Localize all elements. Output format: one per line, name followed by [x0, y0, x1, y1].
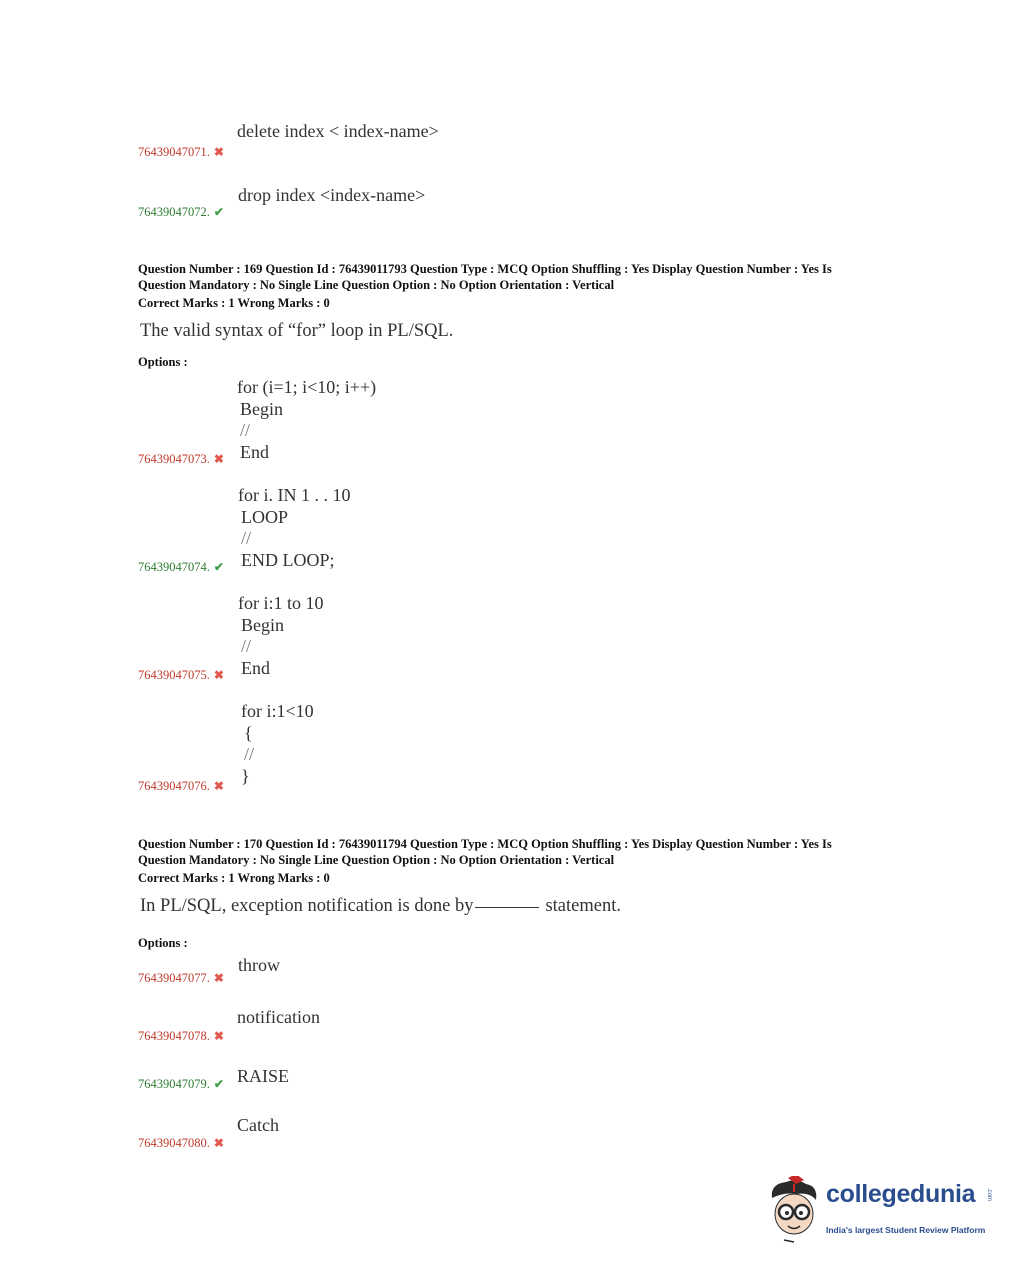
option-text-76439047072: [238, 185, 425, 207]
option-line: //: [240, 420, 251, 440]
logo-wordmark: collegedunia: [826, 1180, 976, 1208]
question-170-meta: [138, 837, 898, 887]
option-line: {: [244, 722, 253, 743]
options-label: Options :: [138, 355, 188, 369]
check-icon: ✔: [213, 1077, 224, 1091]
option-id-76439047078: [138, 1029, 224, 1044]
option-text-76439047080: [237, 1115, 279, 1137]
option-id-text: 76439047079.: [138, 1077, 210, 1091]
option-line: END LOOP;: [241, 549, 335, 570]
option-id-76439047077: [138, 971, 224, 986]
option-text-76439047075: [238, 593, 324, 679]
option-line: notification: [237, 1007, 320, 1027]
collegedunia-logo: [766, 1176, 996, 1246]
answer-blank: [475, 907, 539, 908]
option-text-76439047077: [238, 955, 280, 977]
option-id-76439047071: [138, 145, 224, 160]
option-line: Begin: [240, 398, 283, 419]
option-id-76439047080: [138, 1136, 224, 1151]
option-id-76439047072: [138, 205, 224, 220]
question-170-text: [140, 896, 621, 917]
option-line: for i:1<10: [241, 701, 314, 721]
option-id-text: 76439047078.: [138, 1029, 210, 1043]
option-id-text: 76439047080.: [138, 1136, 210, 1150]
option-line: throw: [238, 955, 280, 975]
option-id-text: 76439047071.: [138, 145, 210, 159]
mascot-icon: [766, 1176, 824, 1244]
marks-line: Correct Marks : 1 Wrong Marks : 0: [138, 296, 330, 310]
option-line: //: [241, 528, 252, 548]
cross-icon: ✖: [213, 1136, 224, 1150]
option-line: End: [241, 657, 270, 678]
cross-icon: ✖: [213, 145, 224, 159]
option-text-76439047078: [237, 1007, 320, 1029]
option-line: //: [241, 636, 252, 656]
meta-line: Question Mandatory : No Single Line Question Option : No Option Orientation : Vertical: [138, 277, 615, 292]
option-line: LOOP: [241, 506, 289, 527]
option-line: Begin: [241, 614, 284, 635]
option-id-76439047075: [138, 668, 224, 683]
option-id-76439047074: [138, 560, 224, 575]
question-169-text: The valid syntax of “for” loop in PL/SQL.: [140, 321, 454, 341]
options-label: Options :: [138, 936, 188, 950]
marks-line: Correct Marks : 1 Wrong Marks : 0: [138, 871, 330, 885]
option-id-text: 76439047074.: [138, 560, 210, 574]
question-text-part: In PL/SQL, exception notification is done by: [140, 896, 474, 916]
meta-line: Question Mandatory : No Single Line Question Option : No Option Orientation : Vertical: [138, 852, 615, 867]
option-id-text: 76439047075.: [138, 668, 210, 682]
check-icon: ✔: [213, 560, 224, 574]
option-text-76439047073: [237, 377, 376, 463]
check-icon: ✔: [213, 205, 224, 219]
option-line: for i:1 to 10: [238, 593, 324, 613]
cross-icon: ✖: [213, 1029, 224, 1043]
option-id-text: 76439047073.: [138, 452, 210, 466]
option-text-76439047071: [237, 121, 439, 143]
option-text-76439047074: [238, 485, 350, 571]
cross-icon: ✖: [213, 452, 224, 466]
question-169-meta: [138, 262, 898, 312]
option-id-76439047079: [138, 1077, 224, 1092]
option-id-76439047073: [138, 452, 224, 467]
option-id-76439047076: [138, 779, 224, 794]
option-id-text: 76439047072.: [138, 205, 210, 219]
meta-line: Question Number : 169 Question Id : 76439011793 Question Type : MCQ Option Shuffling : Yes Display Question Number : Yes Is: [138, 262, 832, 276]
option-text-76439047076: [241, 701, 314, 787]
logo-tagline: India's largest Student Review Platform: [826, 1225, 986, 1235]
option-line: for i. IN 1 . . 10: [238, 485, 351, 505]
question-text-part: statement.: [545, 896, 621, 916]
option-id-text: 76439047077.: [138, 971, 210, 985]
option-line: RAISE: [237, 1066, 290, 1086]
option-id-text: 76439047076.: [138, 779, 210, 793]
meta-line: Question Number : 170 Question Id : 76439011794 Question Type : MCQ Option Shuffling : Yes Display Question Number : Yes Is: [138, 837, 832, 851]
option-line: for (i=1; i<10; i++): [237, 377, 377, 397]
option-text-76439047079: [237, 1066, 289, 1088]
option-line: Catch: [237, 1115, 279, 1135]
cross-icon: ✖: [213, 668, 224, 682]
option-line: drop index <index-name>: [238, 185, 426, 205]
cross-icon: ✖: [213, 779, 224, 793]
cross-icon: ✖: [213, 971, 224, 985]
option-line: delete index < index-name>: [237, 121, 439, 141]
option-line: End: [240, 441, 269, 462]
option-line: //: [244, 744, 255, 764]
option-line: }: [241, 765, 250, 786]
logo-tld: .com: [986, 1188, 992, 1202]
